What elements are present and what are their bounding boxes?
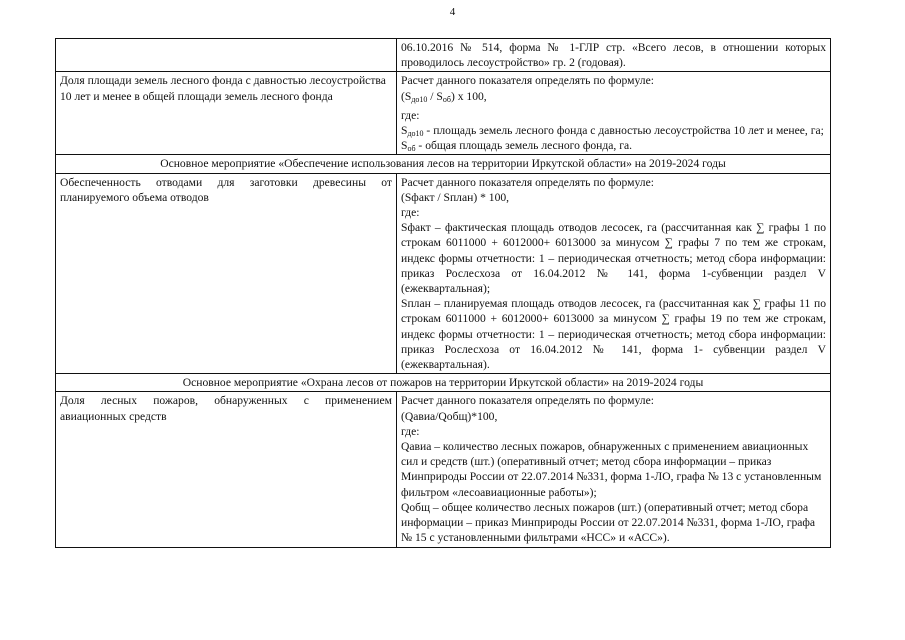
indicators-table xyxy=(55,38,831,548)
indicator-method xyxy=(397,173,831,374)
table-cell-source-continuation xyxy=(397,39,831,72)
table-row xyxy=(56,155,831,173)
table-row xyxy=(56,72,831,155)
indicator-name: Доля площади земель лесного фонда с давностью лесоустройства 10 лет и менее в общей площади земель лесного фонда xyxy=(56,72,397,155)
indicator-method xyxy=(397,392,831,547)
indicator-name: Доля лесных пожаров, обнаруженных с применением авиационных средств xyxy=(56,392,397,547)
indicator-method xyxy=(397,72,831,155)
formula-intro: Расчет данного показателя определять по формуле: xyxy=(401,394,654,408)
definition: Qобщ – общее количество лесных пожаров (шт.) (оперативный отчет; метод сбора информации – приказ Минприроды России от 22.07.2014 №331, форма 1-ЛО, графа № 15 с установленными фильтрами «НСС» и «АСС»). xyxy=(401,500,816,545)
formula: $(S_{до10} / S_{об})$ x 100, xyxy=(401,89,487,104)
definition: Sплан – планируемая площадь отводов лесосек, га (рассчитанная как ∑ графы 11 по строкам 6011000 + 6012000+ 6013000 за минусом ∑ графы 19 по тем же строкам, индекс формы отчетности: 1 – периодическая отчетность; метод сбора информации: приказ Рослесхоза от 16.04.2012 № 141, форма 1- субвенции раздел V (ежеквартальная). xyxy=(401,297,826,372)
formula-intro: Расчет данного показателя определять по формуле: xyxy=(401,74,654,88)
table-cell-empty xyxy=(56,39,397,72)
formula-intro: Расчет данного показателя определять по формуле: xyxy=(401,175,654,189)
where-label: где: xyxy=(401,424,420,438)
section-heading: Основное мероприятие «Обеспечение использования лесов на территории Иркутской области» на 2019-2024 годы xyxy=(56,155,831,173)
definition: Qавиа – количество лесных пожаров, обнаруженных с применением авиационных сил и средств (шт.) (оперативный отчет; метод сбора информации – приказ Минприроды России от 22.07.2014 №331, форма 1-ЛО, графа № 13 с установленным фильтром «лесоавиационные работы»); xyxy=(401,440,822,499)
definition: Sфакт – фактическая площадь отводов лесосек, га (рассчитанная как ∑ графы 1 по строкам 6011000 + 6012000+ 6013000 за минусом ∑ графы 7 по тем же строкам, индекс формы отчетности: 1 – периодическая отчетность; метод сбора информации: приказ Рослесхоза от 16.04.2012 № 141, форма 1-субвенции раздел V (ежеквартальная); xyxy=(401,221,826,296)
formula: (Sфакт / Sплан) * 100, xyxy=(401,190,510,204)
table-row xyxy=(56,173,831,374)
indicator-name: Обеспеченность отводами для заготовки древесины от планируемого объема отводов xyxy=(56,173,397,374)
table-row xyxy=(56,39,831,72)
where-label: где: xyxy=(401,108,420,122)
where-label: где: xyxy=(401,206,420,220)
source-text: 06.10.2016 № 514, форма № 1-ГЛР стр. «Всего лесов, в отношении которых проводилось лесоустройство» гр. 2 (годовая). xyxy=(401,41,826,70)
definition: $S_{до10}$ - площадь земель лесного фонда с давностью лесоустройства 10 лет и менее, га; xyxy=(401,124,824,139)
table-row xyxy=(56,374,831,392)
formula: (Qавиа/Qобщ)*100, xyxy=(401,409,498,423)
definition: $S_{об}$ - общая площадь земель лесного фонда, га. xyxy=(401,139,632,154)
page-number: 4 xyxy=(449,6,456,18)
section-heading: Основное мероприятие «Охрана лесов от пожаров на территории Иркутской области» на 2019-2024 годы xyxy=(56,374,831,392)
table-row xyxy=(56,392,831,547)
